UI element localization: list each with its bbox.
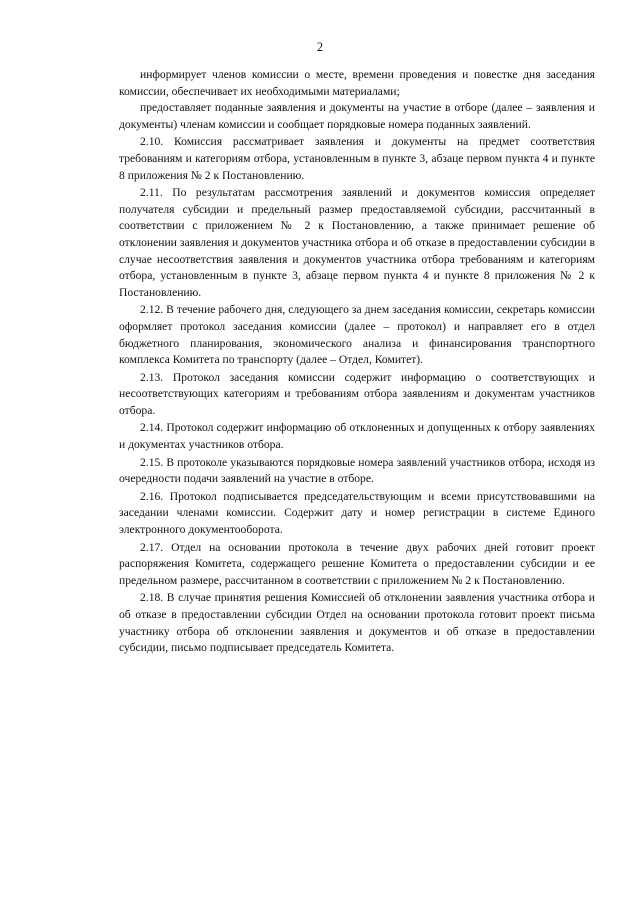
paragraph-2-13: 2.13. Протокол заседания комиссии содержит информацию о соответствующих и несоответствующих категориям и требованиям отбора заявлениям и документам участников отбора. xyxy=(119,370,595,417)
paragraph-2-10: 2.10. Комиссия рассматривает заявления и документы на предмет соответствия требованиям и категориям отбора, установленным в пункте 3, абзаце первом пункта 4 и пункте 8 приложения № 2 к Постановлению. xyxy=(119,135,595,182)
page-number: 2 xyxy=(316,40,324,54)
document-body xyxy=(119,67,595,657)
paragraph-2-14: 2.14. Протокол содержит информацию об отклоненных и допущенных к отбору заявлениях и документах участников отбора. xyxy=(119,421,595,452)
paragraph-2-15: 2.15. В протоколе указываются порядковые номера заявлений участников отбора, исходя из очередности подачи заявлений на участие в отборе. xyxy=(119,455,595,486)
paragraph-inform-members: информирует членов комиссии о месте, времени проведения и повестке дня заседания комиссии, обеспечивает их необходимыми материалами; xyxy=(119,68,595,98)
paragraph-2-16: 2.16. Протокол подписывается председательствующим и всеми присутствовавшими на заседании членами комиссии. Содержит дату и номер регистрации в системе Единого электронного документооборота. xyxy=(119,489,595,537)
paragraph-2-17: 2.17. Отдел на основании протокола в течение двух рабочих дней готовит проект распоряжения Комитета, содержащего решение Комитета о предоставлении субсидии и ее предельном размере, рассчитанном в соответствии с приложением № 2 к Постановлению. xyxy=(119,540,595,587)
paragraph-provide-applications: предоставляет поданные заявления и документы на участие в отборе (далее – заявления и документы) членам комиссии и сообщает порядковые номера поданных заявлений. xyxy=(119,101,595,131)
paragraph-2-18: 2.18. В случае принятия решения Комиссией об отклонении заявления участника отбора и об отказе в предоставлении субсидии Отдел на основании протокола готовит проект письма участнику отбора об отклонении заявления и документов и об отказе в предоставлении субсидии, письмо подписывает председатель Комитета. xyxy=(119,591,595,655)
paragraph-2-11: 2.11. По результатам рассмотрения заявлений и документов комиссия определяет получателя субсидии и предельный размер предоставляемой субсидии, рассчитанный в соответствии с приложением № 2 к Постановлению, а также принимает решение об отклонении заявления и документов участника отбора и об отказе в предоставлении субсидии в случае несоответствия заявления и документов участника отбора требованиям и категориям отбора, установленным в пункте 3, абзаце первом пункта 4 и пункте 8 приложения № 2 к Постановлению. xyxy=(119,186,595,299)
paragraph-2-12: 2.12. В течение рабочего дня, следующего за днем заседания комиссии, секретарь комиссии оформляет протокол заседания комиссии (далее – протокол) и направляет его в отдел бюджетного планирования, экономического анализа и финансирования транспортного комплекса Комитета по транспорту (далее – Отдел, Комитет). xyxy=(119,303,595,367)
